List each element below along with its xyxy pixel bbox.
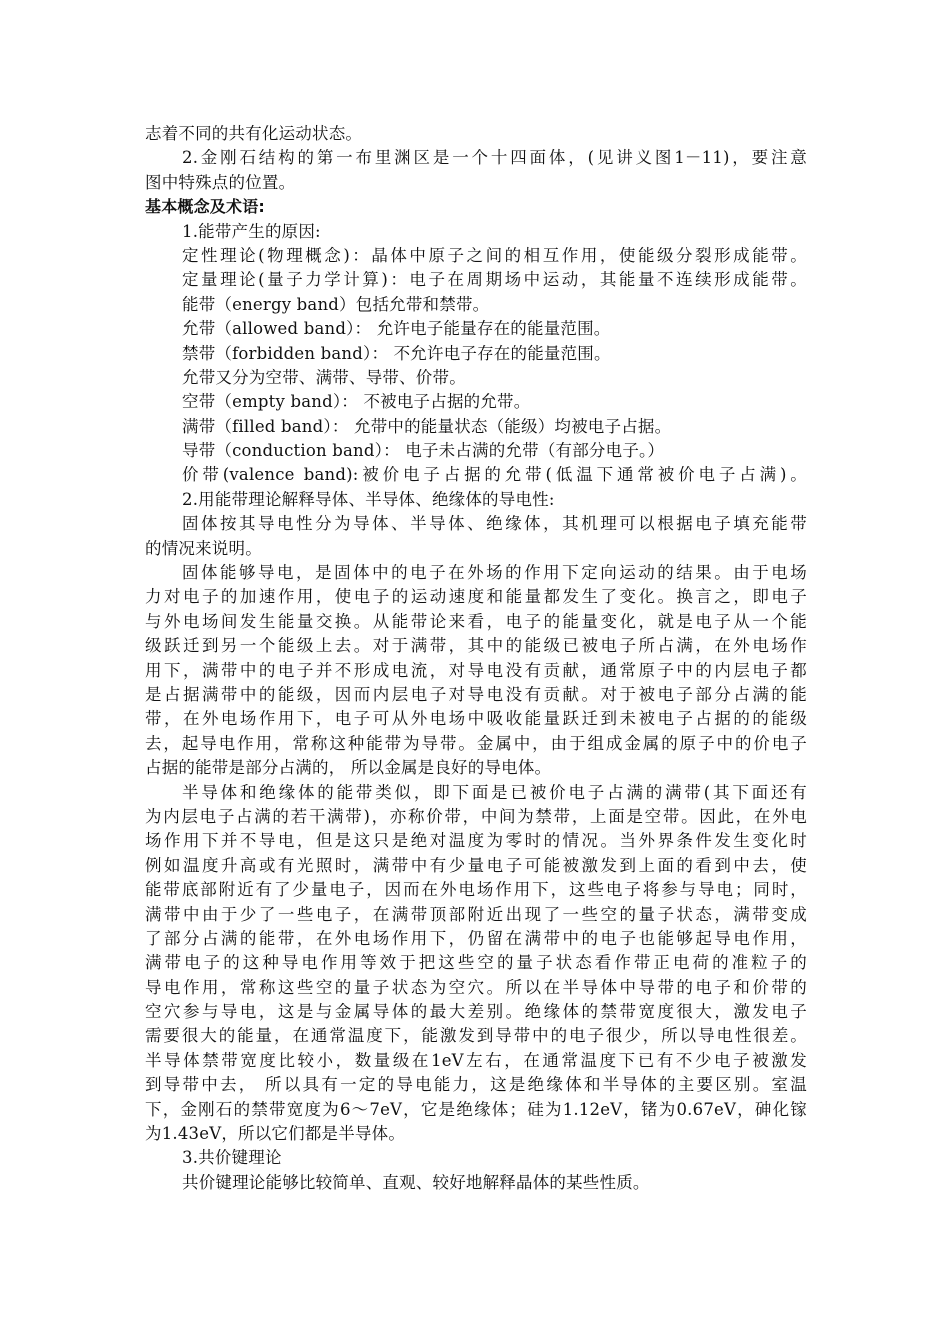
text-line: 价带(valence band):被价电子占据的允带(低温下通常被价电子占满)。 (182, 465, 807, 485)
text-line: 3.共价键理论 (182, 1148, 282, 1168)
text-line: 半导体和绝缘体的能带类似，即下面是已被价电子占满的满带(其下面还有 (182, 782, 807, 802)
text-line: 允带（allowed band）： 允许电子能量存在的能量范围。 (182, 319, 611, 339)
text-line: 志着不同的共有化运动状态。 (145, 124, 363, 143)
text-line: 2.金刚石结构的第一布里渊区是一个十四面体，(见讲义图1－11)，要注意 (182, 148, 807, 168)
text-line: 图中特殊点的位置。 (145, 172, 296, 192)
text-line: 满带电子的这种导电作用等效于把这些空的量子状态看作带正电荷的准粒子的 (145, 953, 807, 973)
text-line: 场作用下并不导电，但是这只是绝对温度为零时的情况。当外界条件发生变化时 (145, 831, 807, 851)
text-line: 共价键理论能够比较简单、直观、较好地解释晶体的某些性质。 (182, 1172, 650, 1192)
text-line: 半导体禁带宽度比较小，数量级在1eV左右，在通常温度下已有不少电子被激发 (145, 1050, 807, 1070)
text-line: 1.能带产生的原因: (182, 221, 321, 241)
text-line: 为1.43eV，所以它们都是半导体。 (145, 1124, 406, 1144)
document-page (145, 122, 807, 1195)
text-line: 级跃迁到另一个能级上去。对于满带，其中的能级已被电子所占满，在外电场作 (145, 636, 807, 656)
text-line: 满带（filled band）： 允带中的能量状态（能级）均被电子占据。 (182, 416, 672, 436)
text-line: 是占据满带中的能级，因而内层电子对导电没有贡献。对于被电子部分占满的能 (145, 684, 807, 704)
text-line: 用下，满带中的电子并不形成电流，对导电没有贡献，通常原子中的内层电子都 (145, 660, 807, 680)
text-line: 的情况来说明。 (145, 538, 262, 558)
text-line: 下，金刚石的禁带宽度为6～7eV，它是绝缘体；硅为1.12eV，锗为0.67eV，砷化镓 (145, 1099, 807, 1119)
text-line: 定性理论(物理概念)：晶体中原子之间的相互作用，使能级分裂形成能带。 (182, 245, 807, 265)
text-line: 占据的能带是部分占满的， 所以金属是良好的导电体。 (145, 758, 552, 778)
text-line: 能带（energy band）包括允带和禁带。 (182, 294, 490, 314)
text-line: 为内层电子占满的若干满带)，亦称价带，中间为禁带，上面是空带。因此，在外电 (145, 806, 807, 826)
section-heading: 基本概念及术语: (145, 197, 265, 217)
text-line: 定量理论(量子力学计算)：电子在周期场中运动，其能量不连续形成能带。 (182, 270, 807, 290)
text-line: 力对电子的加速作用，使电子的运动速度和能量都发生了变化。换言之，即电子 (145, 587, 807, 607)
text-line: 带，在外电场作用下，电子可从外电场中吸收能量跃迁到未被电子占据的的能级 (145, 709, 807, 729)
text-line: 例如温度升高或有光照时，满带中有少量电子可能被激发到上面的看到中去，使 (145, 855, 807, 875)
text-line: 禁带（forbidden band）： 不允许电子存在的能量范围。 (182, 343, 611, 363)
text-line: 到导带中去， 所以具有一定的导电能力，这是绝缘体和半导体的主要区别。室温 (145, 1075, 807, 1095)
text-line: 空带（empty band）： 不被电子占据的允带。 (182, 392, 531, 412)
text-line: 需要很大的能量，在通常温度下，能激发到导带中的电子很少，所以导电性很差。 (145, 1026, 807, 1046)
text-line: 2.用能带理论解释导体、半导体、绝缘体的导电性: (182, 489, 555, 509)
text-line: 满带中由于少了一些电子，在满带顶部附近出现了一些空的量子状态，满带变成 (145, 904, 807, 924)
text-line: 导带（conduction band）： 电子未占满的允带（有部分电子。） (182, 441, 665, 461)
text-line: 了部分占满的能带，在外电场作用下，仍留在满带中的电子也能够起导电作用， (145, 928, 807, 948)
text-line: 能带底部附近有了少量电子，因而在外电场作用下，这些电子将参与导电；同时， (145, 880, 807, 900)
text-line: 空穴参与导电，这是与金属导体的最大差别。绝缘体的禁带宽度很大，激发电子 (145, 1002, 807, 1022)
text-line: 与外电场间发生能量交换。从能带论来看，电子的能量变化，就是电子从一个能 (145, 611, 807, 631)
text-line: 固体能够导电，是固体中的电子在外场的作用下定向运动的结果。由于电场 (182, 563, 807, 583)
text-line: 固体按其导电性分为导体、半导体、绝缘体，其机理可以根据电子填充能带 (182, 514, 807, 534)
text-line: 允带又分为空带、满带、导带、价带。 (182, 367, 466, 387)
text-line: 导电作用，常称这些空的量子状态为空穴。所以在半导体中导带的电子和价带的 (145, 977, 807, 997)
text-line: 去，起导电作用，常称这种能带为导带。金属中，由于组成金属的原子中的价电子 (145, 733, 807, 753)
